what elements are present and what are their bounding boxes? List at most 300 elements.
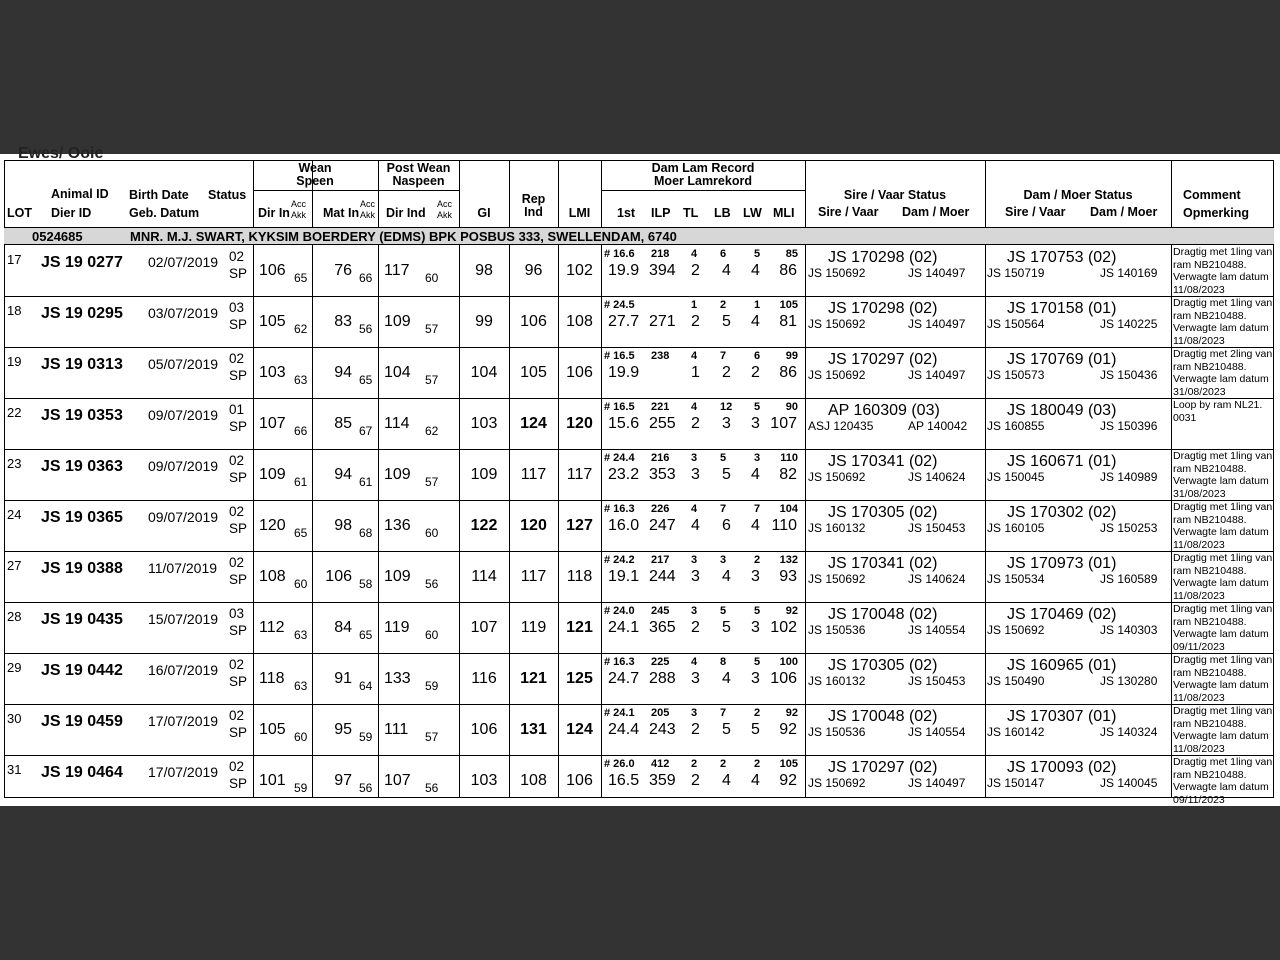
lb-value: 2 [722, 364, 731, 381]
wean-direct-accuracy: 66 [294, 424, 308, 438]
tl-value: 3 [691, 466, 700, 483]
wean-maternal-accuracy: 58 [359, 577, 373, 591]
header-wean-dir-akk: Akk [291, 210, 307, 220]
header-wean-mat-acc: Acc [360, 199, 376, 209]
tl-top: 4 [691, 503, 698, 515]
lot-number: 30 [7, 711, 22, 726]
lb-value: 4 [722, 262, 731, 279]
wean-direct-accuracy: 63 [294, 679, 308, 693]
row-divider [4, 296, 1274, 297]
sire-status: JS 170297 (02) [828, 759, 938, 776]
dam-sire: JS 150573 [987, 368, 1045, 382]
dam-dam: JS 140324 [1100, 725, 1158, 739]
table-border-top [4, 160, 1274, 161]
animal-id: JS 19 0388 [41, 560, 123, 577]
postwean-accuracy: 56 [425, 577, 439, 591]
growth-index: 103 [470, 415, 498, 432]
lw-top: 5 [754, 605, 761, 617]
lb-value: 5 [722, 466, 731, 483]
breeder-band [4, 227, 1274, 245]
growth-index: 122 [470, 517, 498, 534]
wean-maternal-accuracy: 68 [359, 526, 373, 540]
header-dier-id: Dier ID [51, 206, 92, 220]
postwean-direct-index: 107 [384, 772, 411, 789]
mli-top: 132 [779, 554, 798, 566]
lw-value: 5 [751, 721, 760, 738]
tl-top: 3 [691, 452, 698, 464]
dam-status: JS 170158 (01) [1007, 300, 1117, 317]
birth-date: 05/07/2019 [148, 356, 219, 372]
ilp-top: 225 [651, 656, 670, 668]
lw-top: 5 [754, 401, 761, 413]
birth-date: 11/07/2019 [148, 560, 218, 576]
birth-date: 03/07/2019 [148, 305, 219, 321]
comment: Dragtig met 1ling van ram NB210488. Verwagte lam datum 11/08/2023 [1173, 246, 1273, 297]
mli-top: 92 [785, 707, 798, 719]
mli-value: 92 [779, 772, 797, 789]
postwean-accuracy: 62 [425, 424, 439, 438]
reproduction-index: 121 [520, 670, 547, 687]
tl-value: 2 [691, 262, 700, 279]
clipped-page-title: Ewes/ Ooie [18, 145, 104, 162]
ilp-top: 205 [651, 707, 670, 719]
status-type: SP [229, 419, 248, 434]
sire-sire: JS 150536 [808, 623, 866, 637]
wean-direct-index: 109 [259, 466, 286, 483]
ilp-value: 243 [649, 721, 676, 738]
reproduction-index: 124 [520, 415, 547, 432]
header-postwean-acc: Acc [437, 199, 453, 209]
ilp-top: 238 [651, 350, 670, 362]
animal-id: JS 19 0363 [41, 458, 123, 475]
sire-dam: JS 140554 [908, 725, 966, 739]
table-row [0, 602, 1280, 653]
status-code: 03 [229, 300, 245, 315]
growth-index: 103 [470, 772, 498, 789]
dam-sire: JS 150147 [987, 776, 1045, 790]
reproduction-index: 119 [520, 619, 547, 636]
first-lamb-top: # 24.1 [604, 707, 635, 719]
comment: Dragtig met 1ling van ram NB210488. Verwagte lam datum 31/08/2023 [1173, 450, 1273, 501]
lot-number: 22 [7, 405, 22, 420]
header-moer-lamrekord: Moer Lamrekord [654, 174, 752, 188]
header-birth-date: Birth Date [129, 188, 189, 202]
wean-direct-index: 107 [259, 415, 286, 432]
status-type: SP [229, 776, 248, 791]
reproduction-index: 117 [520, 568, 547, 585]
row-divider [4, 704, 1274, 705]
ilp-top: 245 [651, 605, 670, 617]
sire-dam: JS 150453 [908, 521, 966, 535]
lb-value: 4 [722, 772, 731, 789]
comment: Dragtig met 1ling van ram NB210488. Verwagte lam datum 09/11/2023 [1173, 603, 1273, 654]
header-geb-datum: Geb. Datum [129, 206, 200, 220]
tl-value: 2 [691, 313, 700, 330]
header-comment: Comment [1183, 188, 1241, 202]
first-lamb-age: 15.6 [608, 415, 640, 432]
postwean-direct-index: 119 [384, 619, 410, 636]
postwean-direct-index: 109 [384, 568, 411, 585]
sire-sire: JS 150536 [808, 725, 866, 739]
tl-top: 3 [691, 554, 698, 566]
wean-maternal-index: 91 [334, 670, 352, 687]
dam-status: JS 170093 (02) [1007, 759, 1117, 776]
tl-top: 1 [691, 299, 698, 311]
postwean-accuracy: 60 [425, 271, 439, 285]
comment: Dragtig met 1ling van ram NB210488. Verwagte lam datum 11/08/2023 [1173, 705, 1273, 756]
table-row [0, 704, 1280, 755]
postwean-accuracy: 57 [425, 322, 439, 336]
header-sire-sire: Sire / Vaar [818, 205, 879, 219]
birth-date: 09/07/2019 [148, 509, 219, 525]
row-divider [4, 500, 1274, 501]
tl-value: 2 [691, 772, 700, 789]
tl-top: 2 [691, 758, 698, 770]
wean-direct-index: 108 [259, 568, 286, 585]
header-ilp: ILP [651, 206, 671, 220]
lmi-index: 127 [566, 517, 593, 534]
lw-value: 4 [751, 313, 760, 330]
sire-sire: JS 150692 [808, 317, 866, 331]
sire-status: JS 170305 (02) [828, 504, 938, 521]
lw-value: 4 [751, 517, 760, 534]
header-dam-status: Dam / Moer Status [1023, 188, 1133, 202]
header-sire-dam: Dam / Moer [902, 205, 970, 219]
dam-sire: JS 150490 [987, 674, 1045, 688]
reproduction-index: 96 [524, 262, 543, 279]
lmi-index: 118 [566, 568, 593, 585]
row-divider [4, 449, 1274, 450]
wean-direct-index: 106 [259, 262, 286, 279]
ilp-value: 244 [649, 568, 676, 585]
wean-maternal-index: 94 [334, 466, 352, 483]
ilp-value: 359 [649, 772, 676, 789]
row-divider [4, 653, 1274, 654]
growth-index: 116 [471, 670, 497, 687]
lb-value: 5 [722, 619, 731, 636]
header-sire-status: Sire / Vaar Status [843, 188, 947, 202]
animal-id: JS 19 0313 [41, 356, 123, 373]
sire-status: JS 170305 (02) [828, 657, 938, 674]
dam-status: JS 170769 (01) [1007, 351, 1117, 368]
wean-direct-index: 103 [259, 364, 286, 381]
mli-top: 105 [779, 758, 798, 770]
dam-dam: JS 140989 [1100, 470, 1158, 484]
mli-top: 100 [779, 656, 798, 668]
header-tl: TL [683, 206, 699, 220]
dam-dam: JS 150436 [1100, 368, 1158, 382]
first-lamb-age: 24.7 [608, 670, 640, 687]
header-mli: MLI [773, 206, 795, 220]
header-lot: LOT [7, 206, 32, 220]
lot-number: 19 [7, 354, 22, 369]
dam-dam: JS 140045 [1100, 776, 1158, 790]
ilp-value: 365 [649, 619, 676, 636]
reproduction-index: 105 [520, 364, 547, 381]
lb-value: 3 [722, 415, 731, 432]
lb-top: 5 [720, 605, 727, 617]
sire-status: JS 170048 (02) [828, 708, 938, 725]
animal-id: JS 19 0459 [41, 713, 123, 730]
status-code: 02 [229, 657, 245, 672]
lmi-index: 102 [566, 262, 593, 279]
lw-top: 6 [754, 350, 761, 362]
status-type: SP [229, 521, 248, 536]
wean-maternal-index: 76 [334, 262, 352, 279]
postwean-direct-index: 111 [384, 721, 409, 738]
dam-sire: JS 160142 [987, 725, 1045, 739]
sire-sire: JS 150692 [808, 368, 866, 382]
lw-top: 2 [754, 758, 761, 770]
first-lamb-top: # 24.0 [604, 605, 635, 617]
dam-status: JS 160671 (01) [1007, 453, 1117, 470]
dam-dam: JS 140225 [1100, 317, 1158, 331]
dam-dam: JS 150253 [1100, 521, 1158, 535]
status-type: SP [229, 317, 248, 332]
comment: Dragtig met 1ling van ram NB210488. Verwagte lam datum 09/11/2023 [1173, 756, 1273, 807]
lb-value: 5 [722, 721, 731, 738]
wean-maternal-accuracy: 61 [359, 475, 373, 489]
wean-maternal-index: 94 [334, 364, 352, 381]
lot-number: 17 [7, 252, 22, 267]
header-rep: Rep [521, 192, 546, 206]
row-divider [4, 551, 1274, 552]
reproduction-index: 131 [520, 721, 547, 738]
mli-top: 85 [785, 248, 798, 260]
mli-top: 99 [785, 350, 798, 362]
header-dir-ind: Dir Ind [386, 206, 426, 220]
lb-top: 2 [720, 758, 727, 770]
first-lamb-top: # 16.3 [604, 656, 635, 668]
wean-direct-accuracy: 60 [294, 730, 308, 744]
status-type: SP [229, 623, 248, 638]
lb-top: 7 [720, 503, 727, 515]
status-code: 02 [229, 453, 245, 468]
dam-lam-subheader-line [601, 190, 805, 191]
dam-dam: JS 130280 [1100, 674, 1158, 688]
tl-value: 2 [691, 721, 700, 738]
lw-top: 5 [754, 248, 761, 260]
animal-id: JS 19 0277 [41, 254, 123, 271]
sire-dam: JS 140497 [908, 317, 966, 331]
header-1st: 1st [617, 206, 636, 220]
postwean-accuracy: 57 [425, 373, 439, 387]
postwean-accuracy: 59 [425, 679, 439, 693]
postwean-direct-index: 114 [384, 415, 410, 432]
dam-status: JS 170302 (02) [1007, 504, 1117, 521]
birth-date: 15/07/2019 [148, 611, 219, 627]
mli-top: 110 [780, 452, 798, 464]
lw-top: 1 [754, 299, 761, 311]
ilp-top: 226 [651, 503, 670, 515]
header-ind: Ind [524, 205, 543, 219]
lb-value: 5 [722, 313, 731, 330]
wean-direct-index: 118 [259, 670, 285, 687]
lb-value: 6 [722, 517, 731, 534]
ilp-top: 218 [651, 248, 670, 260]
mli-value: 92 [779, 721, 797, 738]
header-post-wean: Post Wean [386, 161, 451, 175]
lmi-index: 120 [566, 415, 593, 432]
lot-number: 29 [7, 660, 22, 675]
ilp-value: 255 [649, 415, 676, 432]
status-code: 03 [229, 606, 245, 621]
reproduction-index: 117 [520, 466, 547, 483]
sire-status: JS 170297 (02) [828, 351, 938, 368]
first-lamb-top: # 26.0 [604, 758, 635, 770]
first-lamb-top: # 16.6 [604, 248, 635, 260]
header-animal-id: Animal ID [51, 187, 109, 201]
growth-index: 98 [475, 262, 493, 279]
comment: Dragtig met 1ling van ram NB210488. Verwagte lam datum 11/08/2023 [1173, 552, 1273, 603]
status-code: 02 [229, 759, 245, 774]
sire-dam: JS 150453 [908, 674, 966, 688]
wean-subheader-line [253, 190, 459, 191]
dam-sire: JS 150719 [987, 266, 1045, 280]
header-lw: LW [743, 206, 762, 220]
lot-number: 27 [7, 558, 22, 573]
ilp-top: 412 [651, 758, 670, 770]
header-mat-in: Mat In [323, 206, 360, 220]
lb-top: 6 [720, 248, 727, 260]
header-dam-sire: Sire / Vaar [1005, 205, 1066, 219]
birth-date: 17/07/2019 [148, 713, 219, 729]
row-divider [4, 347, 1274, 348]
ilp-value: 288 [649, 670, 676, 687]
lb-top: 12 [720, 401, 733, 413]
mli-top: 105 [779, 299, 798, 311]
first-lamb-age: 27.7 [608, 313, 640, 330]
growth-index: 114 [471, 568, 497, 585]
lb-top: 5 [720, 452, 727, 464]
tl-value: 3 [691, 670, 700, 687]
lb-value: 4 [722, 670, 731, 687]
first-lamb-top: # 24.5 [604, 299, 635, 311]
wean-direct-accuracy: 61 [294, 475, 308, 489]
sire-status: JS 170298 (02) [828, 300, 938, 317]
mli-top: 90 [785, 401, 798, 413]
wean-maternal-accuracy: 56 [359, 322, 373, 336]
wean-direct-index: 105 [259, 721, 286, 738]
header-lmi: LMI [568, 206, 591, 220]
wean-direct-accuracy: 62 [294, 322, 308, 336]
dam-sire: JS 150534 [987, 572, 1045, 586]
row-divider [4, 755, 1274, 756]
tl-value: 2 [691, 619, 700, 636]
postwean-direct-index: 117 [384, 262, 410, 279]
wean-maternal-accuracy: 64 [359, 679, 373, 693]
tl-top: 4 [691, 350, 698, 362]
wean-direct-accuracy: 60 [294, 577, 308, 591]
status-code: 02 [229, 708, 245, 723]
lot-number: 28 [7, 609, 22, 624]
sire-status: AP 160309 (03) [828, 402, 940, 419]
sire-dam: JS 140554 [908, 623, 966, 637]
status-code: 01 [229, 402, 245, 417]
dam-sire: JS 150692 [987, 623, 1045, 637]
table-row [0, 245, 1280, 296]
status-type: SP [229, 470, 248, 485]
postwean-direct-index: 104 [384, 364, 411, 381]
row-divider [4, 398, 1274, 399]
wean-direct-accuracy: 63 [294, 373, 308, 387]
birth-date: 17/07/2019 [148, 764, 219, 780]
lb-top: 3 [720, 554, 727, 566]
animal-id: JS 19 0365 [41, 509, 123, 526]
table-row [0, 449, 1280, 500]
wean-direct-accuracy: 65 [294, 271, 308, 285]
mli-value: 82 [779, 466, 797, 483]
header-gi: GI [477, 206, 491, 220]
lb-top: 7 [720, 707, 727, 719]
dam-status: JS 170307 (01) [1007, 708, 1117, 725]
dam-dam: JS 140303 [1100, 623, 1158, 637]
tl-value: 3 [691, 568, 700, 585]
table-row [0, 398, 1280, 449]
wean-maternal-index: 83 [334, 313, 352, 330]
comment: Dragtig met 1ling van ram NB210488. Verwagte lam datum 11/08/2023 [1173, 501, 1273, 552]
sire-status: JS 170341 (02) [828, 555, 938, 572]
postwean-direct-index: 109 [384, 466, 411, 483]
lb-top: 7 [720, 350, 727, 362]
table-row [0, 551, 1280, 602]
wean-maternal-accuracy: 59 [359, 730, 373, 744]
status-type: SP [229, 368, 248, 383]
tl-top: 4 [691, 656, 698, 668]
birth-date: 09/07/2019 [148, 407, 219, 423]
dam-sire: JS 160855 [987, 419, 1045, 433]
dam-status: JS 170753 (02) [1007, 249, 1117, 266]
ilp-top: 216 [651, 452, 670, 464]
wean-maternal-accuracy: 67 [359, 424, 373, 438]
wean-direct-index: 101 [259, 772, 286, 789]
wean-direct-index: 120 [259, 517, 286, 534]
lot-number: 24 [7, 507, 22, 522]
wean-maternal-index: 84 [334, 619, 352, 636]
sire-dam: AP 140042 [908, 419, 968, 433]
sire-status: JS 170298 (02) [828, 249, 938, 266]
lw-top: 5 [754, 656, 761, 668]
lb-value: 4 [722, 568, 731, 585]
ilp-value: 271 [649, 313, 676, 330]
mli-value: 93 [779, 568, 797, 585]
lw-top: 2 [754, 707, 761, 719]
dam-status: JS 170469 (02) [1007, 606, 1117, 623]
lmi-index: 117 [566, 466, 593, 483]
breeder-name: MNR. M.J. SWART, KYKSIM BOERDERY (EDMS) BPK POSBUS 333, SWELLENDAM, 6740 [130, 229, 677, 244]
header-dir-in: Dir In [258, 206, 290, 220]
status-code: 02 [229, 555, 245, 570]
postwean-accuracy: 60 [425, 526, 439, 540]
lw-top: 7 [754, 503, 761, 515]
first-lamb-age: 23.2 [608, 466, 640, 483]
lmi-index: 124 [566, 721, 593, 738]
header-postwean-akk: Akk [437, 210, 453, 220]
mli-value: 107 [770, 415, 797, 432]
animal-id: JS 19 0295 [41, 305, 123, 322]
dam-dam: JS 150396 [1100, 419, 1158, 433]
reproduction-index: 108 [520, 772, 547, 789]
growth-index: 104 [470, 364, 498, 381]
lw-value: 4 [751, 466, 760, 483]
status-type: SP [229, 266, 248, 281]
dam-status: JS 160965 (01) [1007, 657, 1117, 674]
status-code: 02 [229, 504, 245, 519]
ilp-value: 394 [649, 262, 676, 279]
birth-date: 16/07/2019 [148, 662, 219, 678]
animal-id: JS 19 0435 [41, 611, 123, 628]
reproduction-index: 120 [520, 517, 547, 534]
